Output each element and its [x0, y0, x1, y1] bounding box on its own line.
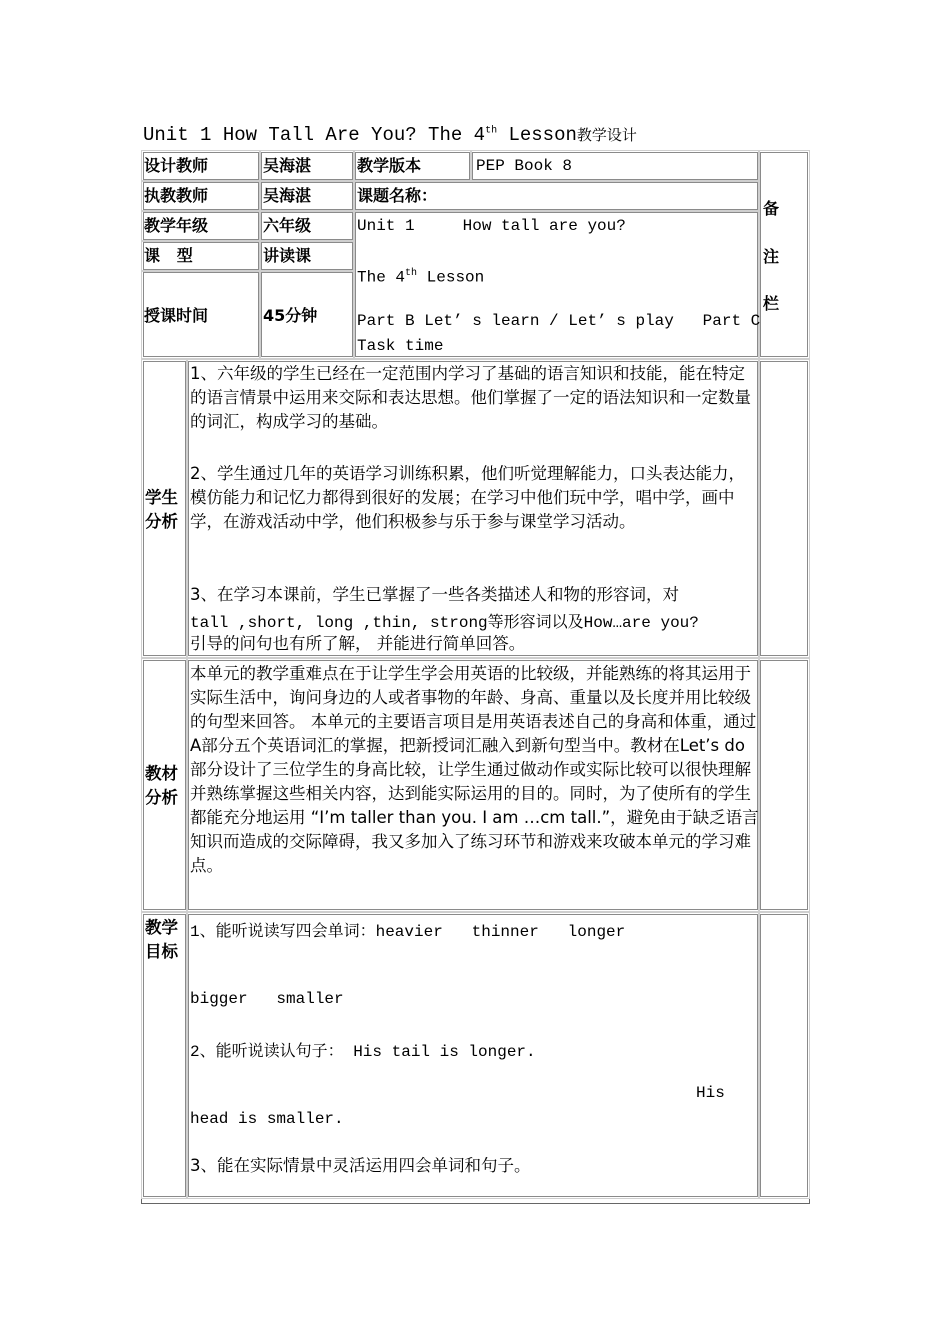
- time-label: 授课时间: [144, 306, 209, 325]
- type-value: 讲读课: [263, 246, 312, 265]
- topic-line-2-sup: th: [405, 268, 418, 279]
- notes-label-2: 注: [763, 247, 780, 266]
- teacher-value: 吴海湛: [263, 186, 312, 205]
- designer-value: 吴海湛: [263, 156, 312, 175]
- topic-line-2: [357, 262, 484, 289]
- designer-label: 设计教师: [144, 156, 209, 175]
- topic-line-3: Part B Let’ s learn / Let’ s play Part C: [357, 312, 761, 330]
- goals-notes-cell: [760, 914, 808, 1197]
- notes-label-3: 栏: [763, 294, 780, 313]
- materials-notes-cell: [760, 660, 808, 910]
- goal-3: 3、能在实际情景中灵活运用四会单词和句子。: [190, 1156, 531, 1175]
- topic-line-1: Unit 1 How tall are you?: [357, 217, 626, 235]
- title-sup: th: [485, 125, 498, 137]
- time-value: 45分钟: [263, 306, 318, 325]
- document-title: [143, 124, 637, 146]
- title-cn: 教学设计: [576, 126, 637, 144]
- teacher-label: 执教教师: [144, 186, 209, 205]
- topic-line-2-pre: The 4: [357, 268, 406, 287]
- materials-label: 教材分析: [145, 764, 178, 807]
- students-label: 学生分析: [145, 488, 178, 531]
- students-paragraph-3-line-3: 引导的问句也有所了解， 并能进行简单回答。: [190, 634, 526, 653]
- students-paragraph-2: 2、学生通过几年的英语学习训练积累，他们听觉理解能力，口头表达能力，模仿能力和记忆力都得到很好的发展；在学习中他们玩中学，唱中学，画中学，在游戏活动中学，他们积极参与乐于参与课堂学习活动。: [190, 464, 745, 531]
- notes-label-1: 备: [763, 199, 780, 218]
- goal-2-continued: His: [696, 1084, 725, 1102]
- students-paragraph-3-line-1: 3、在学习本课前，学生已掌握了一些各类描述人和物的形容词，对: [190, 585, 679, 604]
- goal-2: 2、能听说读认句子： His tail is longer.: [190, 1043, 536, 1061]
- type-label: 课 型: [144, 246, 193, 265]
- students-paragraph-1: 1、六年级的学生已经在一定范围内学习了基础的语言知识和技能，能在特定的语言情景中运用来交际和表达思想。他们掌握了一定的语法知识和一定数量的词汇，构成学习的基础。: [190, 364, 751, 431]
- goal-2-line-2: head is smaller.: [190, 1110, 344, 1128]
- topic-line-2-post: Lesson: [417, 268, 485, 287]
- students-paragraph-3-line-2: tall ,short, long ,thin, strong等形容词以及How…are you?: [190, 614, 699, 632]
- topic-line-4: Task time: [357, 337, 444, 355]
- grade-label: 教学年级: [144, 216, 209, 235]
- materials-text: 本单元的教学重难点在于让学生学会用英语的比较级，并能熟练的将其运用于实际生活中，询问身边的人或者事物的年龄、身高、重量以及长度并用比较级的句型来回答。 本单元的主要语言项目是用英语表述自己的身高和体重，通过A部分五个英语词汇的掌握，把新授词汇融入到新句型当中。教材在Let’s do部分设计了三位学生的身高比较，让学生通过做动作或实际比较可以很快理解并熟练掌握这些相关内容，达到能实际运用的目的。同时，为了使所有的学生都能充分地运用 “I’m taller than you. I am …cm tall.”，避免由于缺乏语言知识而造成的交际障碍，我又多加入了练习环节和游戏来攻破本单元的学习难点。: [190, 664, 759, 875]
- students-notes-cell: [760, 361, 808, 656]
- goals-label: 教学目标: [145, 918, 178, 961]
- topic-label: 课题名称：: [357, 186, 438, 205]
- grade-value: 六年级: [263, 216, 312, 235]
- edition-value: PEP Book 8: [476, 157, 573, 175]
- goal-1: 1、能听说读写四会单词：heavier thinner longer: [190, 923, 626, 941]
- goal-1-continued: bigger smaller: [190, 990, 344, 1008]
- title-unit: Unit 1 How Tall Are You? The 4: [143, 124, 486, 146]
- edition-label: 教学版本: [357, 156, 422, 175]
- title-lesson: Lesson: [497, 124, 577, 146]
